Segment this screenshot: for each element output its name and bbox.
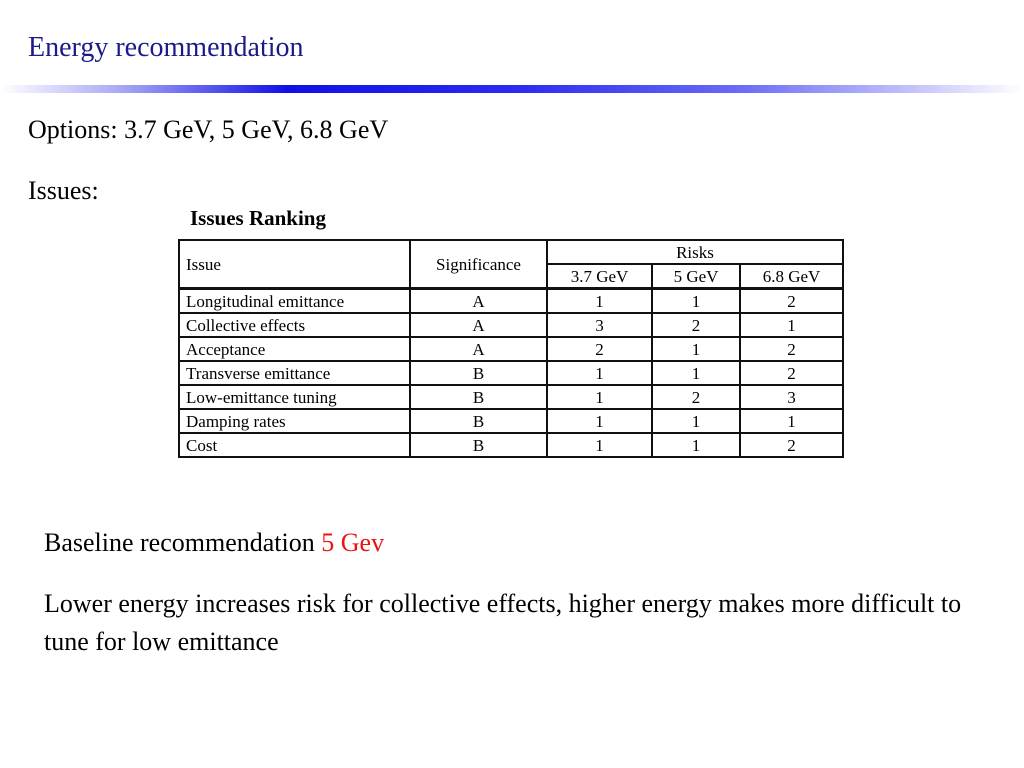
table-header-row bbox=[179, 240, 843, 264]
energy-remark: Lower energy increases risk for collective effects, higher energy makes more difficult to tune for low emittance bbox=[44, 589, 962, 656]
issue-cell: Low-emittance tuning bbox=[179, 385, 410, 409]
risk-cell: 2 bbox=[652, 313, 740, 337]
risk-cell: 1 bbox=[652, 433, 740, 457]
table-row bbox=[179, 385, 843, 409]
risk-cell: 1 bbox=[547, 289, 652, 314]
baseline-prefix: Baseline recommendation bbox=[44, 528, 322, 557]
header-energy-5: 5 GeV bbox=[652, 264, 740, 289]
significance-cell: A bbox=[410, 337, 547, 361]
baseline-value: 5 Gev bbox=[321, 528, 385, 557]
title-underline bbox=[0, 85, 1024, 93]
risk-cell: 2 bbox=[740, 337, 843, 361]
issue-cell: Damping rates bbox=[179, 409, 410, 433]
risk-cell: 2 bbox=[740, 433, 843, 457]
table-row bbox=[179, 409, 843, 433]
risk-cell: 1 bbox=[652, 337, 740, 361]
header-energy-3-7: 3.7 GeV bbox=[547, 264, 652, 289]
risk-cell: 2 bbox=[740, 361, 843, 385]
significance-cell: A bbox=[410, 289, 547, 314]
risk-cell: 1 bbox=[652, 361, 740, 385]
risk-cell: 1 bbox=[547, 385, 652, 409]
significance-cell: B bbox=[410, 409, 547, 433]
risk-cell: 2 bbox=[547, 337, 652, 361]
risk-cell: 1 bbox=[547, 409, 652, 433]
table-row bbox=[179, 433, 843, 457]
issue-cell: Cost bbox=[179, 433, 410, 457]
issues-label: Issues: bbox=[28, 176, 99, 205]
issue-cell: Transverse emittance bbox=[179, 361, 410, 385]
issue-cell: Acceptance bbox=[179, 337, 410, 361]
risk-cell: 1 bbox=[547, 361, 652, 385]
significance-cell: A bbox=[410, 313, 547, 337]
issues-ranking-table bbox=[178, 239, 844, 458]
risk-cell: 3 bbox=[740, 385, 843, 409]
options-text: Options: 3.7 GeV, 5 GeV, 6.8 GeV bbox=[28, 115, 389, 144]
risk-cell: 1 bbox=[740, 313, 843, 337]
risk-cell: 1 bbox=[652, 289, 740, 314]
table-row bbox=[179, 337, 843, 361]
header-energy-6-8: 6.8 GeV bbox=[740, 264, 843, 289]
risk-cell: 1 bbox=[740, 409, 843, 433]
significance-cell: B bbox=[410, 361, 547, 385]
table-row bbox=[179, 313, 843, 337]
issue-cell: Collective effects bbox=[179, 313, 410, 337]
slide-title: Energy recommendation bbox=[28, 32, 304, 63]
risk-cell: 3 bbox=[547, 313, 652, 337]
risk-cell: 1 bbox=[652, 409, 740, 433]
risk-cell: 1 bbox=[547, 433, 652, 457]
significance-cell: B bbox=[410, 433, 547, 457]
header-issue: Issue bbox=[179, 240, 410, 289]
significance-cell: B bbox=[410, 385, 547, 409]
table-caption: Issues Ranking bbox=[190, 206, 326, 230]
table-row bbox=[179, 361, 843, 385]
table-row bbox=[179, 289, 843, 314]
risk-cell: 2 bbox=[740, 289, 843, 314]
header-risks: Risks bbox=[547, 240, 843, 264]
header-significance: Significance bbox=[410, 240, 547, 289]
issue-cell: Longitudinal emittance bbox=[179, 289, 410, 314]
baseline-recommendation bbox=[44, 524, 384, 562]
risk-cell: 2 bbox=[652, 385, 740, 409]
